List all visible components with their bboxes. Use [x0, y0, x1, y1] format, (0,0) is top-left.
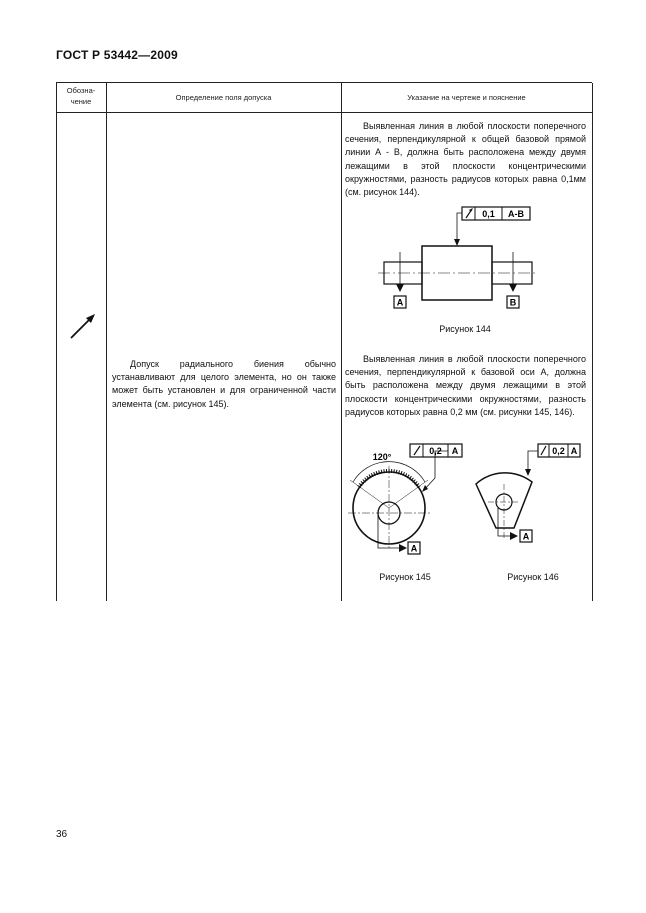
fig146-datum-ref: A: [570, 446, 578, 456]
page-number: 36: [56, 829, 68, 840]
header-designation: Обозна- чение: [66, 86, 96, 106]
figure-146-caption: Рисунок 146: [507, 572, 559, 582]
fig144-tolerance-value: 0,1: [482, 209, 495, 219]
fig146-datum-a: A: [522, 531, 530, 542]
indication-text-1: Выявленная линия в любой плоскости поперечного сечения, перпендикулярной к общей базовой прямой линии А - В, должна быть расположена между двумя лежащими в этой плоскости концентрическими окружностями, разность радиусов которых равна 0,1мм (см. рисунок 144).: [345, 121, 586, 198]
standard-title: ГОСТ Р 53442—2009: [56, 48, 178, 62]
indication-text-2: Выявленная линия в любой плоскости поперечного сечения, перпендикулярной к базовой оси А, должна быть расположена между двумя лежащими в этой плоскости концентрическими окружностями, разность радиусов которых равна 0,2 мм (см. рисунки 145, 146).: [345, 354, 586, 417]
fig145-datum-a: A: [410, 543, 418, 554]
fig145-datum-ref: A: [451, 446, 459, 456]
header-definition: Определение поля допуска: [175, 93, 272, 102]
table-border-right: [592, 83, 593, 601]
figure-146-drawing: [468, 438, 588, 548]
figure-144-drawing: [378, 200, 538, 315]
fig146-tolerance-value: 0,2: [552, 446, 565, 456]
table-divider-1: [106, 83, 107, 601]
figure-144-caption: Рисунок 144: [439, 324, 491, 334]
fig144-datum-a: A: [396, 297, 404, 308]
radial-runout-arrow-icon: [68, 311, 98, 341]
fig144-datum-ref: A-B: [508, 209, 524, 219]
fig144-datum-b: B: [509, 297, 517, 308]
table-border-left: [56, 83, 57, 601]
table-header-divider: [56, 112, 592, 113]
figure-145-caption: Рисунок 145: [379, 572, 431, 582]
fig145-tolerance-value: 0,2: [429, 446, 442, 456]
fig145-angle: 120°: [372, 452, 392, 462]
figure-145-drawing: [340, 438, 470, 563]
header-indication: Указание на чертеже и пояснение: [407, 93, 526, 102]
definition-text: Допуск радиального биения обычно устанавливают для целого элемента, но он также может быть установлен и для ограниченной части элемента (см. рисунок 145).: [112, 359, 336, 409]
